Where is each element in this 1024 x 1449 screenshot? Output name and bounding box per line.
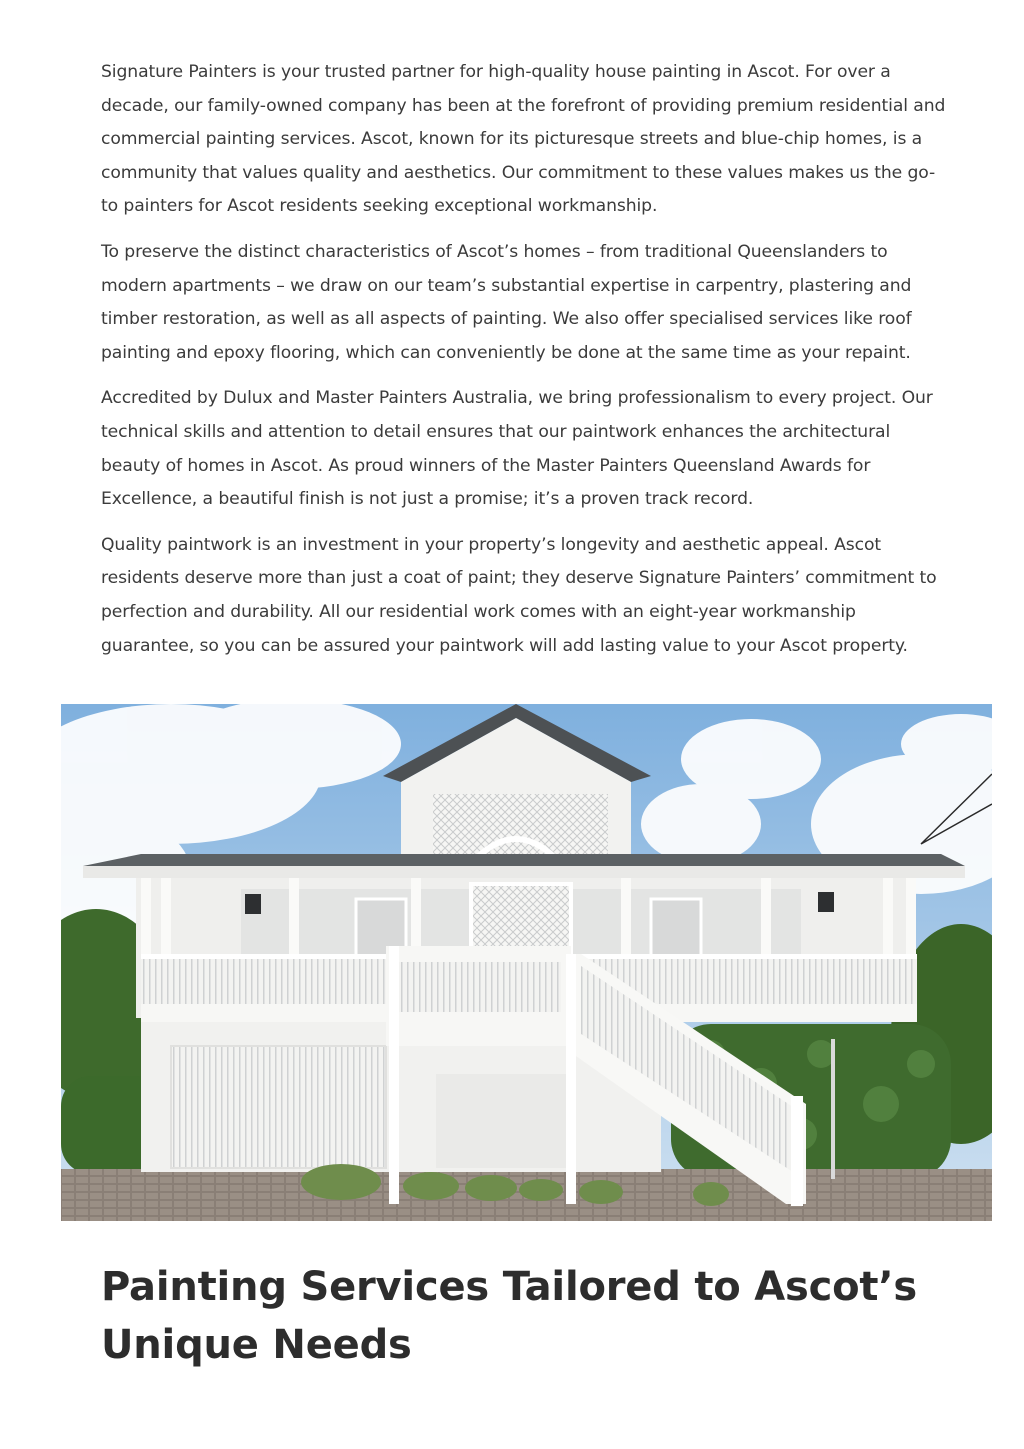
garage-door — [171, 1046, 386, 1168]
intro-paragraph: Signature Painters is your trusted partner for high-quality house painting in Ascot. For over a decade, our family-owned company has been at the forefront of providing premium residential and commercial painting services. Ascot, known for its picturesque streets and blue-chip homes, is a community that values quality and aesthetics. Our commitment to these values makes us the go-to painters for Ascot residents seeking exceptional workmanship. — [101, 62, 946, 217]
queenslander-house-photo — [61, 704, 992, 1221]
article-body — [101, 56, 951, 675]
main-roof — [83, 854, 965, 866]
heritage-paragraph: To preserve the distinct characteristics of Ascot’s homes – from traditional Queenslanders to modern apartments – we draw on our team’s substantial expertise in carpentry, plastering and timber restoration, as well as all aspects of painting. We also offer specialised services like roof painting and epoxy flooring, which can conveniently be done at the same time as your repaint. — [101, 241, 912, 363]
accreditation-paragraph: Accredited by Dulux and Master Painters Australia, we bring professionalism to every project. Our technical skills and attention to detail ensures that our paintwork enhances the architectural beauty of homes in Ascot. As proud winners of the Master Painters Queensland Awards for Excellence, a beautiful finish is not just a promise; it’s a proven track record. — [101, 388, 933, 510]
section-heading: Painting Services Tailored to Ascot’s Unique Needs — [101, 1264, 917, 1368]
guarantee-paragraph: Quality paintwork is an investment in your property’s longevity and aesthetic appeal. Ascot residents deserve more than just a coat of paint; they deserve Signature Painters’ commitment to perfection and durability. All our residential work comes with an eight-year workmanship guarantee, so you can be assured your paintwork will add lasting value to your Ascot property. — [101, 534, 937, 656]
